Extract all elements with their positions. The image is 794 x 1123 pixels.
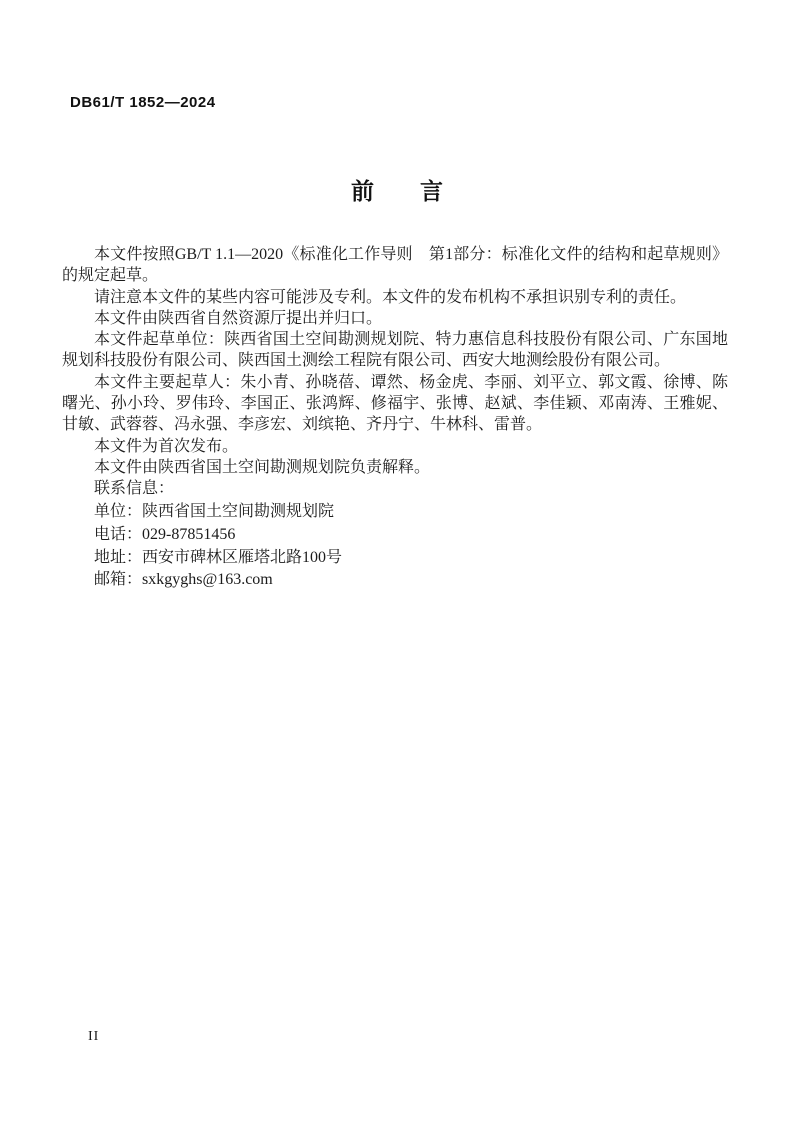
body-paragraph-scope: 本文件按照GB/T 1.1—2020《标准化工作导则 第1部分：标准化文件的结构和起草规则》的规定起草。	[62, 246, 728, 285]
document-number: DB61/T 1852—2024	[70, 94, 216, 111]
body-paragraph-interpreter: 本文件由陕西省国土空间勘测规划院负责解释。	[94, 458, 431, 476]
body-paragraph-first-issue: 本文件为首次发布。	[94, 437, 239, 455]
foreword-title: 前 言	[351, 178, 443, 204]
body-paragraph-draft-units: 本文件起草单位：陕西省国土空间勘测规划院、特力惠信息科技股份有限公司、广东国地规划科技股份有限公司、陕西国土测绘工程院有限公司、西安大地测绘股份有限公司。	[62, 331, 728, 370]
page-number: II	[88, 1029, 100, 1044]
body-paragraph-patent: 请注意本文件的某些内容可能涉及专利。本文件的发布机构不承担识别专利的责任。	[94, 288, 687, 306]
foreword-body	[62, 244, 728, 591]
contact-address-line: 地址：西安市碑林区雁塔北路100号	[94, 548, 343, 566]
contact-phone-line: 电话：029-87851456	[94, 525, 236, 543]
contact-email-line: 邮箱：sxkgyghs@163.com	[94, 571, 273, 589]
contact-unit-line: 单位：陕西省国土空间勘测规划院	[94, 503, 335, 521]
body-paragraph-contact-heading: 联系信息：	[94, 480, 175, 498]
body-paragraph-proposer: 本文件由陕西省自然资源厅提出并归口。	[94, 309, 383, 327]
body-paragraph-drafters: 本文件主要起草人：朱小青、孙晓蓓、谭然、杨金虎、李丽、刘平立、郭文霞、徐博、陈曙光、孙小玲、罗伟玲、李国正、张鸿辉、修福宇、张博、赵斌、李佳颖、邓南涛、王雅妮、甘敏、武蓉蓉、冯永强、李彦宏、刘缤艳、齐丹宁、牛林科、雷普。	[62, 373, 728, 434]
